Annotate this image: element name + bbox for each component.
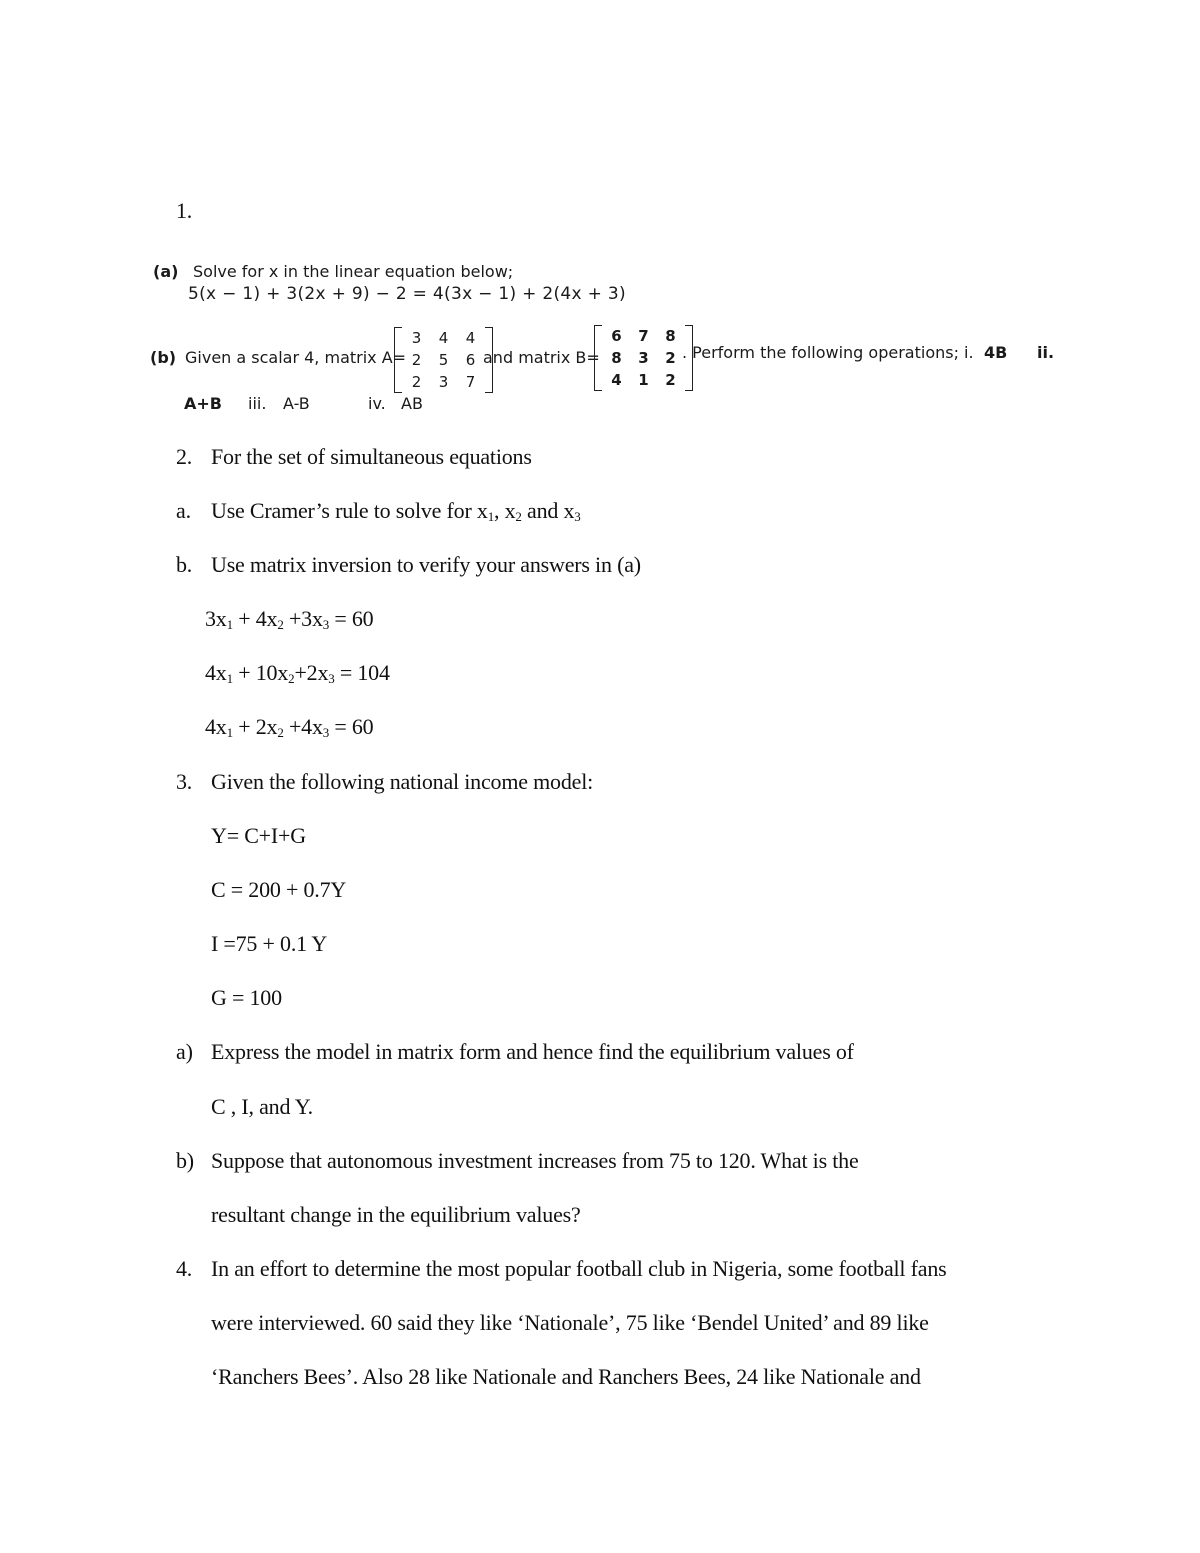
model-eq-c: C = 200 + 0.7Y (211, 877, 347, 902)
matrix-b-cell: 7 (638, 327, 649, 345)
matrix-a-cell: 2 (411, 373, 422, 391)
q1b-label: (b) (150, 348, 177, 367)
question-2-number: 2. (176, 444, 193, 469)
matrix-b-cell: 4 (611, 371, 622, 389)
q1b-text-1: Given a scalar 4, matrix A= (185, 348, 407, 367)
q2a-text: Use Cramer’s rule to solve for $x_1$, $x_2$ and $x_3$ (211, 498, 581, 524)
matrix-a-cell: 5 (438, 351, 449, 369)
q1b-op-i: 4B (984, 343, 1008, 362)
q1b-op-ii: A+B (184, 394, 222, 413)
matrix-b-cell: 6 (611, 327, 622, 345)
question-3-number: 3. (176, 769, 193, 794)
matrix-b (594, 325, 693, 391)
q1b-text-3: . Perform the following operations; i. (682, 343, 974, 362)
q1b-text-2: and matrix B= (483, 348, 600, 367)
q1a-text: Solve for x in the linear equation below; (193, 262, 514, 281)
question-4-number: 4. (176, 1256, 193, 1281)
question-4-line-1: In an effort to determine the most popular football club in Nigeria, some football fans (211, 1256, 947, 1281)
question-4-line-2: were interviewed. 60 said they like ‘Nationale’, 75 like ‘Bendel United’ and 89 like (211, 1310, 929, 1335)
matrix-b-cell: 8 (665, 327, 676, 345)
equation-3: $4x_1 + 2x_2 +4x_3 = 60$ (205, 714, 374, 740)
matrix-a (394, 327, 493, 393)
q1b-op-iv-label: iv. (368, 394, 386, 413)
q2a-label: a. (176, 498, 191, 523)
equation-1: $3x_1 + 4x_2 +3x_3 = 60$ (205, 606, 374, 632)
q1b-op-ii-label: ii. (1037, 343, 1055, 362)
q3b-label: b) (176, 1148, 194, 1173)
q3a-text-1: Express the model in matrix form and hence find the equilibrium values of (211, 1039, 854, 1064)
q1b-op-iii-label: iii. (248, 394, 267, 413)
matrix-a-cell: 7 (465, 373, 476, 391)
matrix-b-cell: 1 (638, 371, 649, 389)
q3a-text-2: C , I, and Y. (211, 1094, 313, 1119)
question-3-text: Given the following national income model: (211, 769, 594, 794)
matrix-a-cell: 6 (465, 351, 476, 369)
question-1-number: 1. (176, 198, 193, 223)
q1a-equation: 5(x − 1) + 3(2x + 9) − 2 = 4(3x − 1) + 2(4x + 3) (188, 284, 626, 304)
matrix-a-cell: 3 (438, 373, 449, 391)
q3b-text-1: Suppose that autonomous investment increases from 75 to 120. What is the (211, 1148, 859, 1173)
q2b-text: Use matrix inversion to verify your answers in (a) (211, 552, 641, 577)
matrix-a-cell: 4 (438, 329, 449, 347)
matrix-a-cell: 2 (411, 351, 422, 369)
q1b-op-iv: AB (401, 394, 423, 413)
matrix-b-grid (602, 325, 685, 391)
matrix-b-cell: 2 (665, 371, 676, 389)
q3b-text-2: resultant change in the equilibrium values? (211, 1202, 581, 1227)
matrix-b-cell: 3 (638, 349, 649, 367)
q1a-label: (a) (153, 262, 179, 281)
model-eq-g: G = 100 (211, 985, 282, 1010)
question-4-line-3: ‘Ranchers Bees’. Also 28 like Nationale and Ranchers Bees, 24 like Nationale and (211, 1364, 921, 1389)
model-eq-y: Y= C+I+G (211, 823, 306, 848)
matrix-b-left-bracket (594, 325, 602, 391)
model-eq-i: I =75 + 0.1 Y (211, 931, 328, 956)
matrix-a-cell: 4 (465, 329, 476, 347)
matrix-a-grid (402, 327, 485, 393)
question-2-text: For the set of simultaneous equations (211, 444, 532, 469)
matrix-a-left-bracket (394, 327, 402, 393)
matrix-b-cell: 2 (665, 349, 676, 367)
matrix-b-cell: 8 (611, 349, 622, 367)
q1b-op-iii: A-B (283, 394, 310, 413)
matrix-a-cell: 3 (411, 329, 422, 347)
equation-2: $4x_1 + 10x_2+2x_3 = 104$ (205, 660, 390, 686)
q2b-label: b. (176, 552, 193, 577)
q3a-label: a) (176, 1039, 193, 1064)
